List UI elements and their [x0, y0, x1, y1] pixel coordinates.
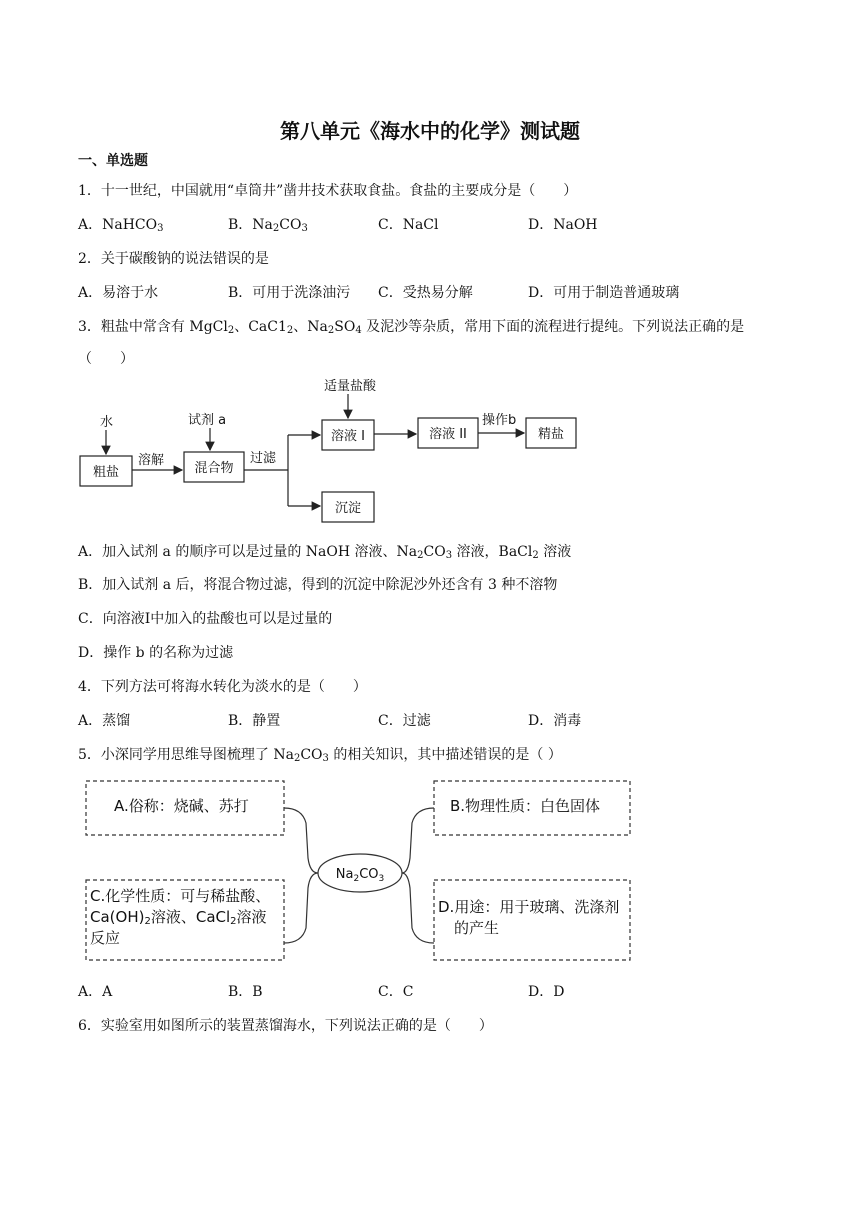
mindmap-c-text: C.化学性质：可与稀盐酸、 $Ca(OH)_2$溶液、CaCl$_2$溶液 反应: [90, 887, 271, 947]
q4-option-d: D．消毒: [528, 713, 582, 729]
label-precipitate: 沉淀: [334, 501, 362, 516]
label-reagent-a: 试剂 a: [188, 413, 227, 428]
label-mixture: 混合物: [194, 461, 234, 476]
question-2: 2．关于碳酸钠的说法错误的是: [78, 251, 269, 267]
question-1: 1．十一世纪，中国就用“卓筒井”凿井技术获取食盐。食盐的主要成分是（ ）: [78, 183, 578, 199]
purification-flow-diagram: [76, 378, 596, 528]
q3-option-b: B．加入试剂 a 后，将混合物过滤，得到的沉淀中除泥沙外还含有 3 种不溶物: [78, 577, 558, 593]
q4-option-a: A．蒸馏: [78, 713, 131, 729]
label-operation-b: 操作b: [482, 413, 517, 428]
q1-option-b: B．$Na_2CO_3$: [228, 217, 308, 234]
q5-option-b: B．B: [228, 984, 263, 1000]
mindmap-b-text: B.物理性质：白色固体: [450, 797, 601, 815]
label-crude-salt: 粗盐: [92, 465, 120, 480]
question-3: 3．粗盐中常含有 MgCl$_2$、$CaC1_2$、$Na_2SO_4$ 及泥沙等杂质，常用下面的流程进行提纯。下列说法正确的是: [78, 319, 745, 336]
q1-option-d: D．NaOH: [528, 217, 598, 233]
question-6: 6．实验室用如图所示的装置蒸馏海水，下列说法正确的是（ ）: [78, 1018, 493, 1034]
q2-option-b: B．可用于洗涤油污: [228, 285, 351, 301]
q2-option-a: A．易溶于水: [78, 285, 159, 301]
mindmap-center-label: $Na_2CO_3$: [335, 867, 385, 884]
q5-option-c: C．C: [378, 984, 414, 1000]
q3-option-c: C．向溶液I中加入的盐酸也可以是过量的: [78, 611, 333, 627]
label-water: 水: [100, 415, 114, 430]
section-heading: 一、单选题: [78, 153, 148, 169]
label-filter: 过滤: [250, 451, 277, 466]
q1-option-c: C．NaCl: [378, 217, 439, 233]
label-hcl: 适量盐酸: [324, 379, 377, 394]
label-fine-salt: 精盐: [537, 427, 565, 442]
question-5: 5．小深同学用思维导图梳理了 $Na_2CO_3$ 的相关知识，其中描述错误的是（ ）: [78, 747, 562, 764]
q4-option-b: B．静置: [228, 713, 281, 729]
q2-option-c: C．受热易分解: [378, 285, 473, 301]
q3-option-a: A．加入试剂 a 的顺序可以是过量的 NaOH 溶液、$Na_2CO_3$ 溶液，BaCl$_2$ 溶液: [78, 544, 572, 561]
q5-option-a: A．A: [78, 984, 113, 1000]
q5-option-d: D．D: [528, 984, 565, 1000]
label-solution-2: 溶液 II: [429, 427, 467, 442]
page-title: 第八单元《海水中的化学》测试题: [280, 119, 580, 143]
mindmap-a-text: A.俗称：烧碱、苏打: [114, 797, 249, 815]
mindmap-d-text: D.用途：用于玻璃、洗涤剂 的产生: [438, 898, 620, 937]
label-solution-1: 溶液 I: [331, 429, 365, 444]
q2-option-d: D．可用于制造普通玻璃: [528, 285, 680, 301]
q3-option-d: D．操作 b 的名称为过滤: [78, 645, 234, 661]
label-dissolve: 溶解: [138, 453, 165, 468]
question-4: 4．下列方法可将海水转化为淡水的是（ ）: [78, 679, 367, 695]
question-3-paren: （ ）: [78, 351, 134, 367]
q4-option-c: C．过滤: [378, 713, 431, 729]
q1-option-a: A．NaHCO$_3$: [78, 217, 164, 234]
